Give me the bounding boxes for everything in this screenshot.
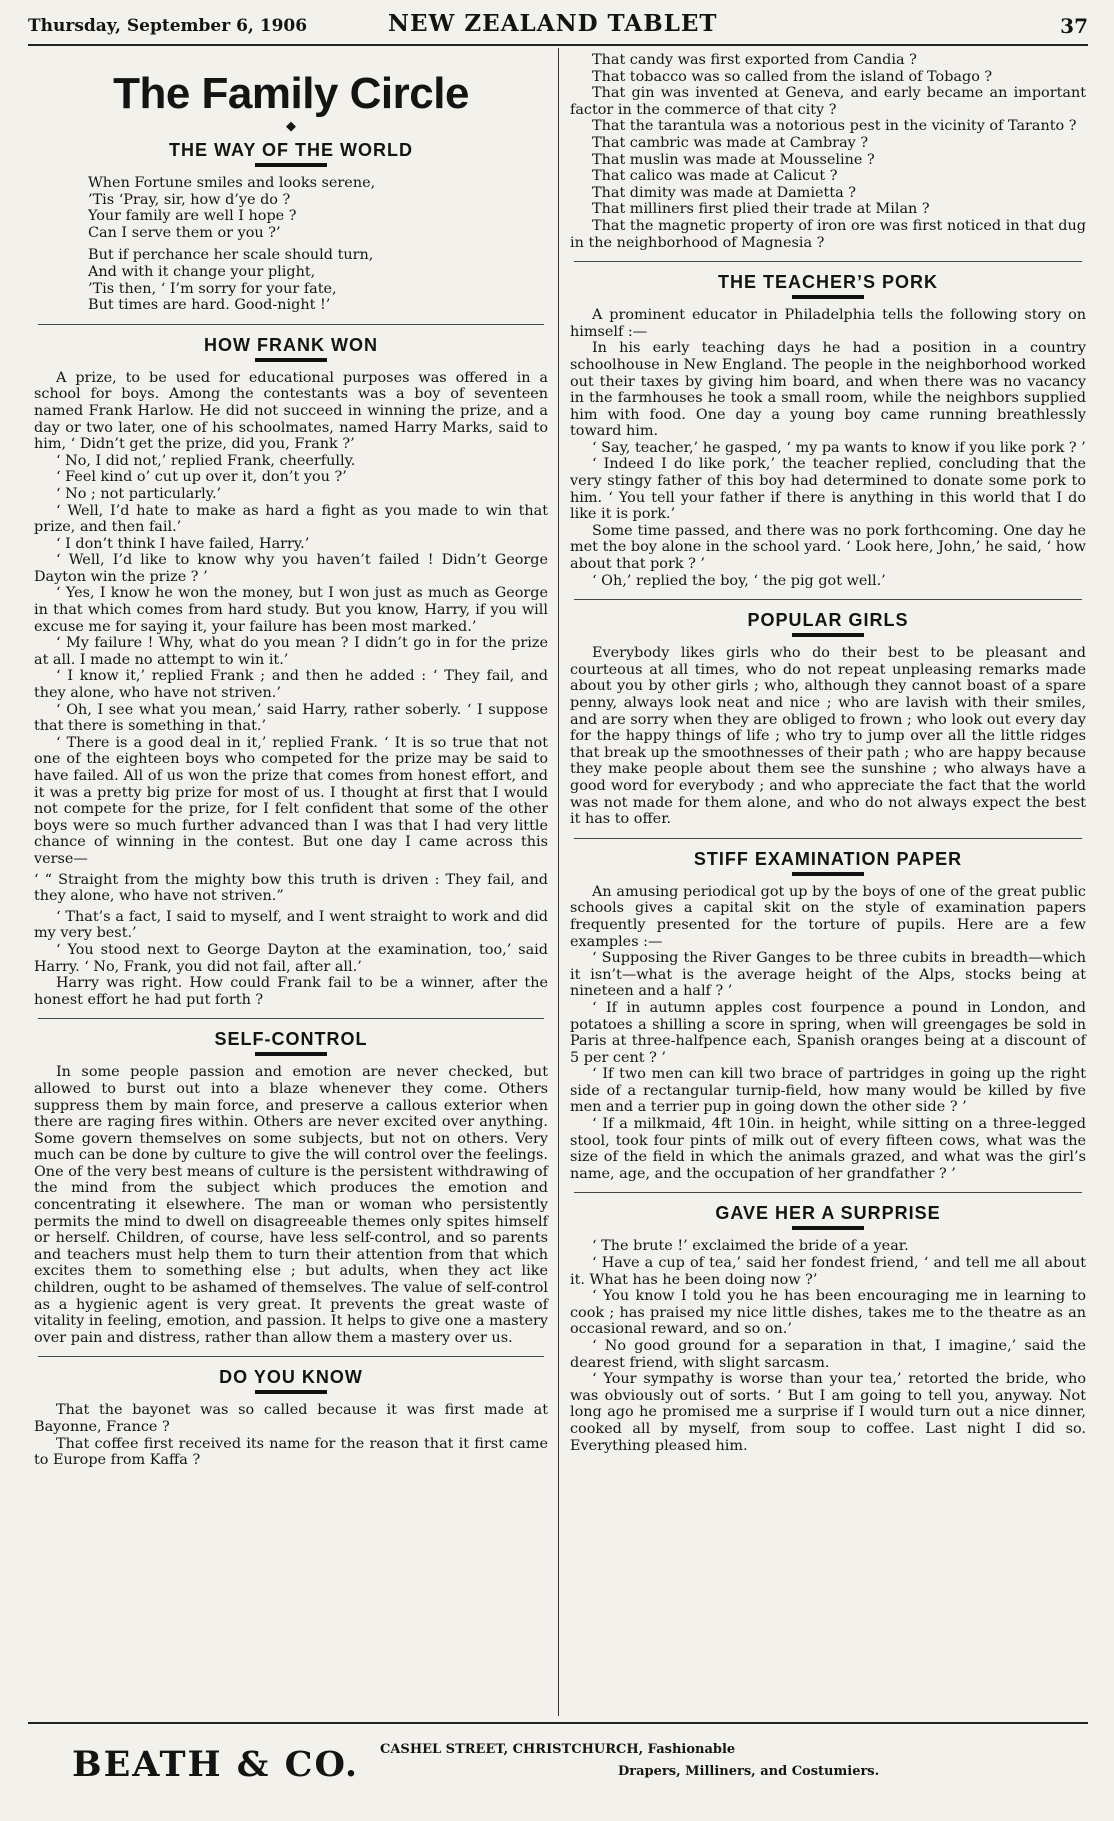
advertisement-footer (28, 1730, 1088, 1810)
heading-rule (255, 1052, 327, 1056)
header-rule (28, 44, 1088, 46)
poem-line: But if perchance her scale should turn, (88, 247, 374, 264)
paragraph: Harry was right. How could Frank fail to be a winner, after the honest effort he had put forth ? (34, 975, 548, 1008)
left-column (34, 52, 548, 1469)
paragraph: ‘ Indeed I do like pork,’ the teacher replied, concluding that the very stingy father of this boy had determined to donate some pork to him. ‘ You tell your father if there is anything in this world that I do like it is pork.’ (570, 456, 1086, 523)
paragraph: ‘ Yes, I know he won the money, but I won just as much as George in that which comes from hard study. But you know, Harry, if you will excuse me for saying it, your failure has been most marked.’ (34, 585, 548, 635)
heading-how-frank-won: HOW FRANK WON (204, 334, 378, 355)
section-rule (38, 1356, 544, 1357)
paragraph: ‘ I know it,’ replied Frank ; and then he added : ‘ They fail, and they alone, who have not striven.’ (34, 668, 548, 702)
paragraph: ‘ You know I told you he has been encouraging me in learning to cook ; has praised my nice little dishes, takes me to the theatre as an occasional reward, and so on.’ (570, 1288, 1086, 1338)
paragraph: A prize, to be used for educational purposes was offered in a school for boys. Among the contestants was a boy of seventeen named Frank Harlow. He did not succeed in winning the prize, and a day or two later, one of his schoolmates, named Harry Marks, said to him, ‘ Didn’t get the prize, did you, Frank ?’ (34, 369, 548, 453)
section-rule (574, 599, 1082, 600)
heading-popular-girls: POPULAR GIRLS (747, 610, 909, 631)
page-title: The Family Circle (113, 69, 469, 118)
paragraph: That the magnetic property of iron ore was first noticed in that dug in the neighborhood of Magnesia ? (570, 217, 1086, 251)
paragraph: ‘ My failure ! Why, what do you mean ? I didn’t go in for the prize at all. I made no attempt to win it.’ (34, 635, 548, 668)
poem-line: And with it change your plight, (88, 263, 316, 280)
heading-rule (792, 633, 864, 637)
article-teachers-pork (570, 307, 1086, 589)
article-gave-her-a-surprise (570, 1238, 1086, 1454)
heading-rule (792, 872, 864, 876)
heading-rule (792, 1226, 864, 1230)
paragraph: ‘ “ Straight from the mighty bow this truth is driven : They fail, and they alone, who have not striven.” (34, 871, 548, 905)
paragraph: ‘ Supposing the River Ganges to be three cubits in breadth—which it isn’t—what is the average height of the Alps, stocks being at nineteen and a half ? ’ (570, 950, 1086, 1000)
advertiser-address: CASHEL STREET, CHRISTCHURCH, Fashionable (380, 1742, 736, 1757)
paragraph: ‘ I don’t think I have failed, Harry.’ (56, 535, 310, 552)
poem-line: Your family are well I hope ? (88, 208, 297, 225)
poem-way-of-the-world (34, 175, 548, 314)
article-do-you-know-continued (570, 52, 1086, 251)
section-rule (38, 324, 544, 325)
article-stiff-examination-paper (570, 884, 1086, 1183)
section-rule (574, 1192, 1082, 1193)
paragraph: ‘ No ; not particularly.’ (56, 485, 222, 502)
section-rule (574, 261, 1082, 262)
advertiser-description: Drapers, Milliners, and Costumiers. (618, 1764, 880, 1779)
heading-rule (792, 295, 864, 299)
paragraph: ‘ Oh,’ replied the boy, ‘ the pig got well.’ (592, 572, 886, 589)
section-rule (574, 838, 1082, 839)
poem-line: But times are hard. Good-night !’ (88, 297, 331, 314)
paragraph: That the tarantula was a notorious pest in the vicinity of Taranto ? (592, 118, 1077, 135)
paragraph: ‘ You stood next to George Dayton at the examination, too,’ said Harry. ‘ No, Frank, you did not fail, after all.’ (34, 941, 548, 975)
paragraph: ‘ If a milkmaid, 4ft 10in. in height, while sitting on a three-legged stool, took four pints of milk out of every fifteen cows, what was the size of the field in which the animals grazed, and what was the girl’s name, age, and the occupation of her grandfather ? ’ (570, 1116, 1086, 1182)
paragraph: ‘ Well, I’d like to know why you haven’t failed ! Didn’t George Dayton win the prize ? ’ (34, 552, 548, 585)
paragraph: ‘ If in autumn apples cost fourpence a pound in London, and potatoes a shilling a score in spring, when will greengages be sold in Paris at three-halfpence each, Spanish oranges being at a discount of 5 per cent ? ’ (570, 999, 1086, 1066)
paragraph: ‘ If two men can kill two brace of partridges in going up the right side of a rectangular turnip-field, how many would be killed by five men and a terrier pup in going down the other side ? ’ (570, 1066, 1086, 1116)
heading-rule (255, 358, 327, 362)
paragraph: That calico was made at Calicut ? (592, 168, 838, 185)
paragraph: An amusing periodical got up by the boys of one of the great public schools gives a capital skit on the style of examination papers frequently presented for the torture of pupils. Here are a few examples :— (570, 883, 1086, 950)
poem-line: When Fortune smiles and looks serene, (88, 175, 376, 191)
heading-stiff-examination-paper: STIFF EXAMINATION PAPER (693, 848, 963, 869)
paragraph: That gin was invented at Geneva, and early became an important factor in the commerce of that city ? (570, 85, 1086, 118)
paragraph: That the bayonet was so called because it was first made at Bayonne, France ? (34, 1402, 548, 1435)
paragraph: That coffee first received its name for the reason that it first came to Europe from Kaffa ? (34, 1435, 548, 1469)
ornament-diamond-icon: ◆ (286, 119, 296, 134)
heading-do-you-know: DO YOU KNOW (219, 1367, 363, 1388)
heading-rule (255, 163, 327, 167)
heading-teachers-pork: THE TEACHER’S PORK (717, 272, 939, 293)
paragraph: ‘ Have a cup of tea,’ said her fondest friend, ‘ and tell me all about it. What has he been doing now ?’ (570, 1255, 1086, 1288)
poem-line: ’Tis then, ‘ I’m sorry for your fate, (88, 280, 337, 297)
page-number: 37 (1060, 14, 1088, 38)
advertiser-name: BEATH & CO. (72, 1744, 360, 1785)
paragraph: ‘ That’s a fact, I said to myself, and I went straight to work and did my very best.’ (34, 908, 548, 942)
column-divider (558, 48, 559, 1716)
paragraph: ‘ Your sympathy is worse than your tea,’ retorted the bride, who was obviously out of sorts. ‘ But I am going to tell you, anyway. Not long ago he promised me a surprise if I would turn out a nice dinner, cooked all by myself, from soup to coffee. Last night I did so. Everything pleased him. (570, 1371, 1086, 1454)
paragraph: That candy was first exported from Candia ? (592, 52, 917, 68)
heading-self-control: SELF-CONTROL (214, 1029, 368, 1050)
paragraph: ‘ No, I did not,’ replied Frank, cheerfully. (56, 452, 356, 469)
paragraph: That tobacco was so called from the island of Tobago ? (592, 68, 993, 85)
issue-date: Thursday, September 6, 1906 (28, 16, 308, 36)
paragraph: In his early teaching days he had a position in a country schoolhouse in New England. The people in the neighborhood worked out their taxes by giving him board, and when there was no vacancy in the farmhouses he took a small room, while the neighbors supplied him with food. One day a young boy came running breathlessly toward him. (570, 340, 1086, 440)
section-rule (38, 1018, 544, 1019)
page-header (28, 6, 1088, 44)
poem-line: ’Tis ‘Pray, sir, how d’ye do ? (88, 191, 291, 208)
paragraph: ‘ No good ground for a separation in that, I imagine,’ said the dearest friend, with slight sarcasm. (570, 1338, 1086, 1371)
paragraph: That muslin was made at Mousseline ? (592, 151, 875, 168)
poem-line: Can I serve them or you ?’ (88, 224, 281, 241)
paragraph: ‘ The brute !’ exclaimed the bride of a year. (592, 1238, 909, 1255)
paragraph: ‘ Well, I’d hate to make as hard a fight as you made to win that prize, and then fail.’ (34, 502, 548, 536)
masthead: NEW ZEALAND TABLET (388, 10, 718, 37)
paragraph: That cambric was made at Cambray ? (592, 134, 869, 151)
heading-way-of-the-world: THE WAY OF THE WORLD (168, 140, 413, 160)
paragraph: Some time passed, and there was no pork forthcoming. One day he met the boy alone in the school yard. ‘ Look here, John,’ he said, ‘ how about that pork ? ’ (570, 522, 1086, 573)
article-popular-girls: Everybody likes girls who do their best to be pleasant and courteous at all times, who do not repeat unpleasing remarks made about you by other girls ; who, although they cannot boast of a spare penny, always look neat and nice ; who are lavish with their smiles, and are sorry when they are obliged to frown ; who look out every day for the happy things of life ; who try to jump over all the little ridges that break up the smoothnesses of their path ; who are happy because they make people about them see the sunshine ; who always have a good word for everybody ; and who appreciate the fact that the world was not made for them alone, and who do not always expect the best it has to offer. (570, 645, 1086, 828)
paragraph: That milliners first plied their trade at Milan ? (592, 201, 930, 218)
heading-rule (255, 1390, 327, 1394)
paragraph: ‘ Feel kind o’ cut up over it, don’t you ?’ (56, 469, 347, 486)
article-self-control: In some people passion and emotion are never checked, but allowed to burst out into a blaze whenever they come. Others suppress them by main force, and preserve a callous exterior when there are raging fires within. Others are never excited over anything. Some govern themselves on some subjects, but not on others. Very much can be done by culture to give the will control over the feelings. One of the very best means of culture is the persistent withdrawing of the mind from the subject which produces the emotion and concentrating it elsewhere. The man or woman who persistently permits the mind to dwell on disagreeable themes only spites himself or herself. Children, of course, have less self-control, and so parents and teachers must help them to turn their attention from that which excites them to something else ; but adults, when they act like children, ought to be ashamed of themselves. The value of self-control as a hygienic agent is very great. It prevents the great waste of vitality in feeling, emotion, and passion. It helps to give one a mastery over pain and distress, rather than allow them a mastery over us. (34, 1064, 548, 1346)
paragraph: That dimity was made at Damietta ? (592, 184, 856, 201)
paragraph: ‘ Oh, I see what you mean,’ said Harry, rather soberly. ‘ I suppose that there is something in that.’ (34, 701, 548, 735)
article-how-frank-won (34, 370, 548, 1009)
paragraph: ‘ There is a good deal in it,’ replied Frank. ‘ It is so true that not one of the eighteen boys who competed for the prize may be said to have failed. All of us won the prize that comes from honest effort, and it was a pretty big prize for most of us. I thought at first that I would not compete for the prize, for I felt confident that some of the other boys were so much further advanced than I was that I had very little chance of winning in the contest. But one day I came across this verse— (34, 734, 548, 867)
right-column (570, 52, 1086, 1454)
heading-gave-her-a-surprise: GAVE HER A SURPRISE (715, 1203, 941, 1224)
footer-rule (28, 1722, 1088, 1724)
paragraph: A prominent educator in Philadelphia tells the following story on himself :— (570, 307, 1086, 340)
paragraph: ‘ Say, teacher,’ he gasped, ‘ my pa wants to know if you like pork ? ’ (592, 439, 1086, 456)
